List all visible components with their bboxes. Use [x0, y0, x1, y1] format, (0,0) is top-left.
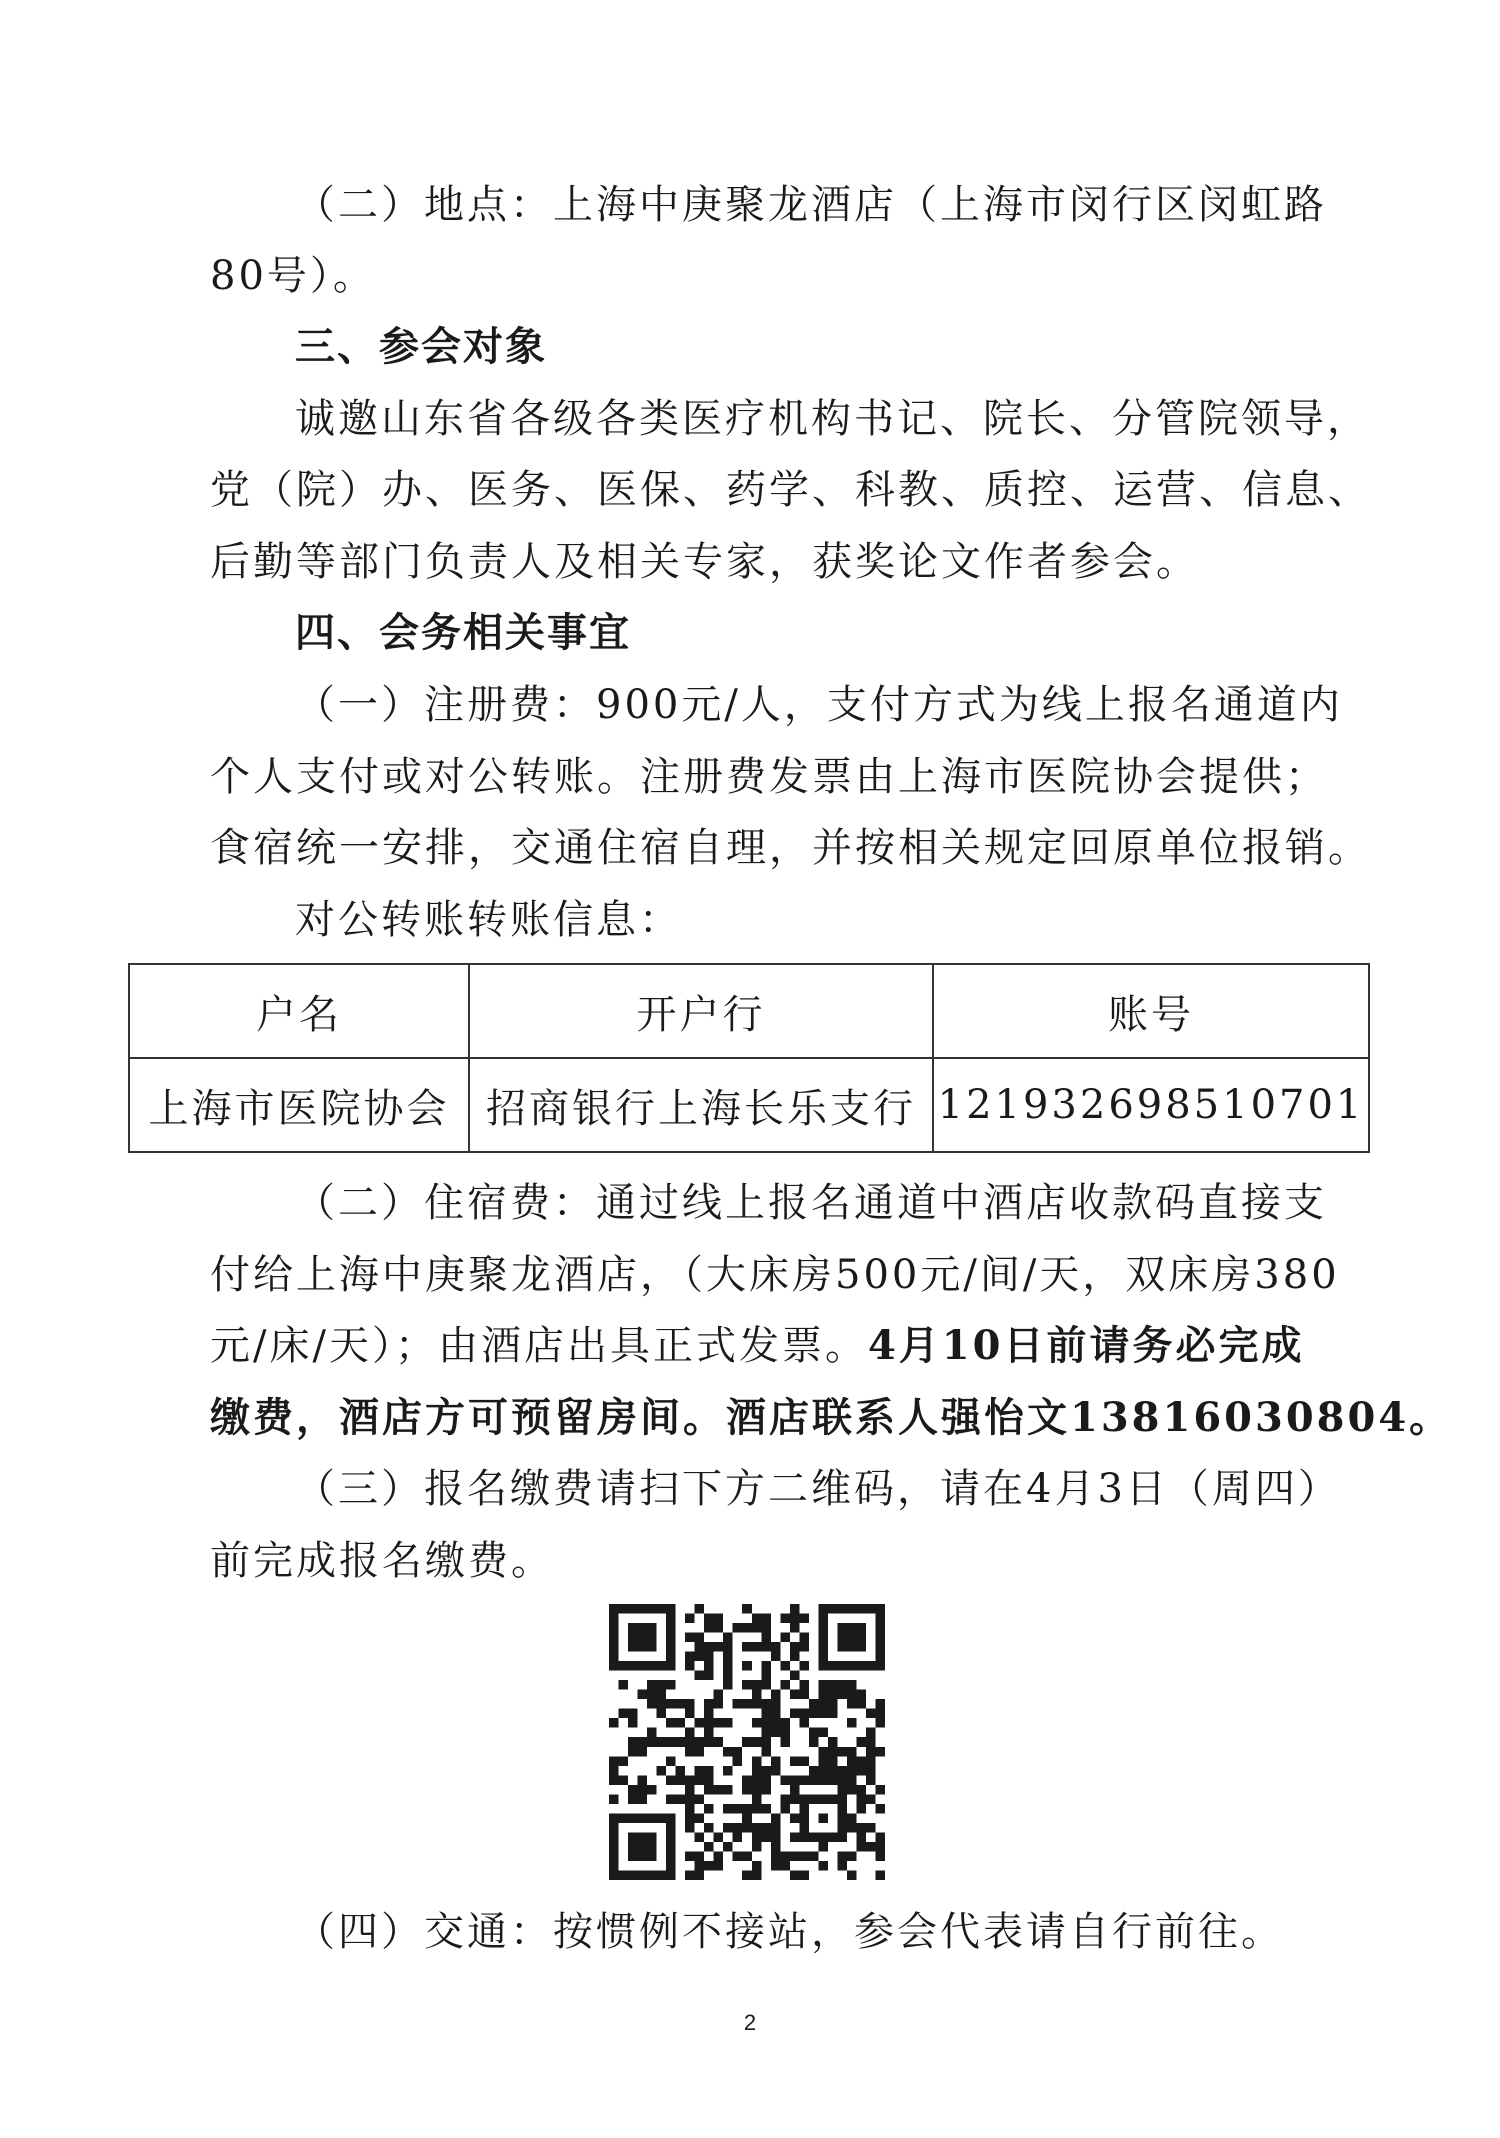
fee-line-3: 食宿统一安排，交通住宿自理，并按相关规定回原单位报销。	[210, 825, 1371, 871]
transport-line: （四）交通：按惯例不接站，参会代表请自行前往。	[295, 1909, 1284, 1955]
registration-line-1: （三）报名缴费请扫下方二维码，请在4月3日（周四）	[295, 1466, 1341, 1512]
registration-qr-code[interactable]	[609, 1604, 885, 1880]
table-row	[129, 1058, 1369, 1152]
transfer-info-label: 对公转账转账信息：	[295, 897, 682, 943]
cell-account-name: 上海市医院协会	[129, 1058, 469, 1152]
page-number: 2	[743, 2010, 757, 2035]
venue-line-1: （二）地点：上海中庚聚龙酒店（上海市闵行区闵虹路	[295, 182, 1327, 228]
header-bank: 开户行	[469, 964, 933, 1058]
attendees-line-1: 诚邀山东省各级各类医疗机构书记、院长、分管院领导，	[295, 396, 1370, 442]
cell-account-number: 121932698510701	[933, 1058, 1369, 1152]
attendees-line-2: 党（院）办、医务、医保、药学、科教、质控、运营、信息、	[210, 467, 1371, 513]
header-account-number: 账号	[933, 964, 1369, 1058]
header-account-name: 户名	[129, 964, 469, 1058]
fee-line-1: （一）注册费：900元/人，支付方式为线上报名通道内	[295, 682, 1343, 728]
lodging-line-3-text: 元/床/天）；由酒店出具正式发票。	[210, 1323, 868, 1369]
section-heading-affairs: 四、会务相关事宜	[295, 610, 631, 656]
lodging-line-3	[210, 1321, 1305, 1371]
lodging-line-2: 付给上海中庚聚龙酒店，（大床房500元/间/天，双床房380	[210, 1252, 1340, 1298]
section-heading-attendees: 三、参会对象	[295, 324, 547, 370]
payment-deadline-text: 4月10日前请务必完成	[867, 1322, 1305, 1369]
account-table	[128, 963, 1370, 1153]
venue-line-2: 80号）。	[210, 253, 376, 299]
lodging-line-1: （二）住宿费：通过线上报名通道中酒店收款码直接支	[295, 1180, 1327, 1226]
registration-line-2: 前完成报名缴费。	[210, 1538, 554, 1584]
fee-line-2: 个人支付或对公转账。注册费发票由上海市医院协会提供；	[210, 754, 1328, 800]
cell-bank: 招商银行上海长乐支行	[469, 1058, 933, 1152]
lodging-line-4: 缴费，酒店方可预留房间。酒店联系人强怡文13816030804。	[210, 1394, 1453, 1441]
attendees-line-3: 后勤等部门负责人及相关专家，获奖论文作者参会。	[210, 539, 1199, 585]
table-header-row	[129, 964, 1369, 1058]
